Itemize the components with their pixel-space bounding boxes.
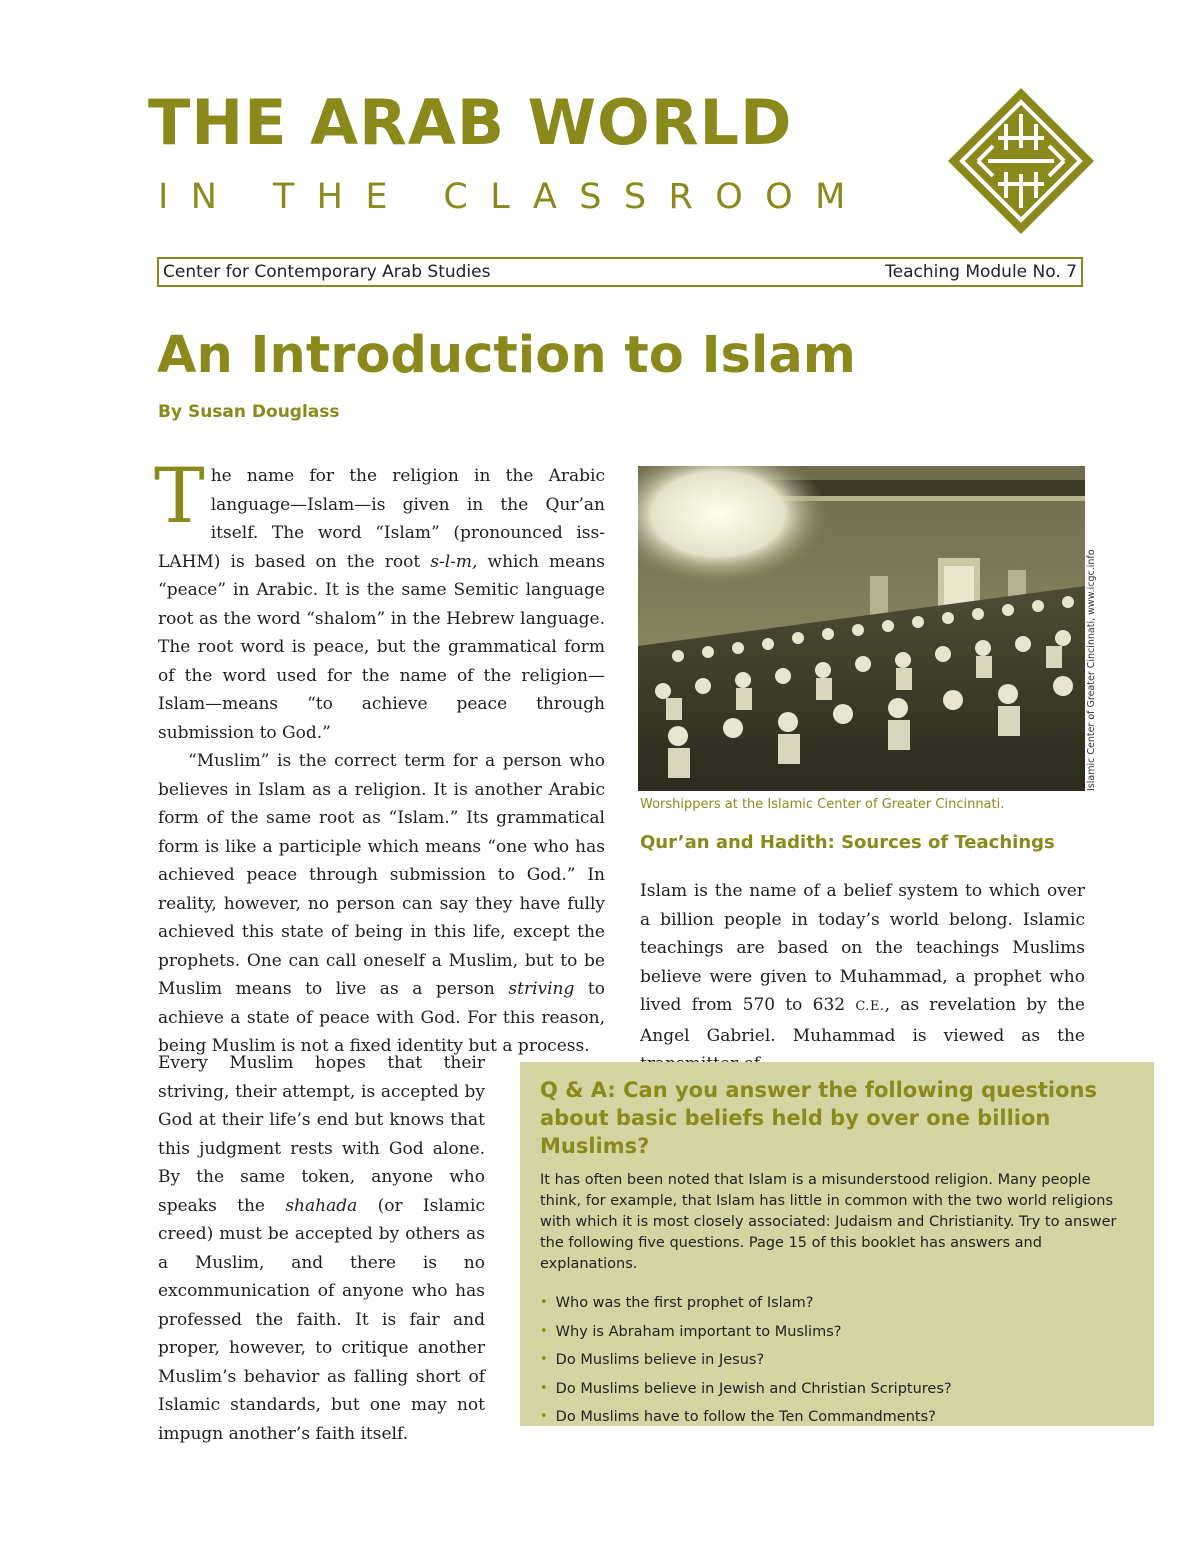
article-title: An Introduction to Islam <box>157 326 856 385</box>
section-heading: Qur’an and Hadith: Sources of Teachings <box>640 832 1055 853</box>
list-item <box>540 1403 1136 1432</box>
era-abbreviation: C.E. <box>855 999 885 1014</box>
list-item <box>540 1346 1136 1375</box>
photo-credit: Islamic Center of Greater Cincinnati, www.icgc.info <box>1086 549 1097 791</box>
question-text: Do Muslims believe in Jesus? <box>555 1352 765 1368</box>
list-item <box>540 1318 1136 1347</box>
module-number-label: Teaching Module No. 7 <box>885 262 1077 282</box>
qa-title: Q & A: Can you answer the following questions about basic beliefs held by over one billion Muslims? <box>540 1078 1097 1158</box>
drop-cap: T <box>154 451 205 540</box>
bullet-icon: • <box>540 1352 548 1367</box>
photo-caption: Worshippers at the Islamic Center of Greater Cincinnati. <box>640 797 1005 812</box>
question-text: Do Muslims believe in Jewish and Christian Scriptures? <box>555 1380 952 1397</box>
bullet-icon: • <box>540 1323 548 1339</box>
list-item <box>540 1289 1136 1318</box>
qa-sidebar-box <box>520 1062 1154 1426</box>
bullet-icon: • <box>540 1295 548 1310</box>
qa-question-list <box>540 1289 1136 1432</box>
section-text-end: , as revelation by the Angel Gabriel. Muhammad is viewed as the <box>640 995 1085 1046</box>
paragraph-1-text: he name for the religion in the Arabic language—Islam—is given in the Qur’an itself. The word “Islam” (pronounced iss-LAHM) is based on the root <box>158 466 605 572</box>
question-text: Who was the first prophet of Islam? <box>555 1295 814 1311</box>
masthead-subtitle: IN THE CLASSROOM <box>158 177 868 217</box>
section-text: Islam is the name of a belief system to which over a billion people in today’s world belong. Islamic teachings are based on the teachings Muslims believe were given to Muhammad, a prophet who lived from 570 to 632 <box>640 881 1085 1015</box>
masthead-title: THE ARAB WORLD <box>148 86 793 159</box>
qa-intro: It has often been noted that Islam is a misunderstood religion. Many people think, for example, that Islam has little in common with the two world religions with which it is most closely associated: Judaism and Christianity. Try to answer the following five questions. Page 15 of this booklet has answers and explanations. <box>540 1172 1117 1272</box>
paragraph-3-text: Every Muslim hopes that their striving, their attempt, is accepted by God at their life’s end but knows that this judgment rests with God alone. By the same token, anyone who speaks the <box>158 1053 485 1216</box>
publisher-label: Center for Contemporary Arab Studies <box>163 262 491 282</box>
info-bar <box>157 257 1083 287</box>
paragraph-3 <box>158 1049 485 1448</box>
paragraph-2 <box>158 747 605 1061</box>
paragraph-2-text: “Muslim” is the correct term for a person who believes in Islam as a religion. It is another Arabic form of the same root as “Islam.” Its grammatical form is like a participle which means “one who has achieved peace through submission to God.” In reality, however, no person can say they have fully achieved this state of being in this life, except the prophets. One can call oneself a Muslim, but to be Muslim means to live as a person <box>158 751 605 999</box>
paragraph-1 <box>154 451 606 747</box>
paragraph-3-end: (or Islamic creed) must be accepted by others as a Muslim, and there is no excommunication of anyone who has professed the faith. It is fair and proper, however, to critique another Muslim’s behavior as falling short of Islamic standards, but one may not impugn another’s faith itself. <box>158 1195 485 1444</box>
root-term: s-l-m, <box>430 551 478 572</box>
paragraph-2-end: to achieve a state of peace with God. For this reason, being Muslim is not a fixed identity but a process. <box>158 979 605 1056</box>
bullet-icon: • <box>540 1380 548 1396</box>
shahada-term: shahada <box>285 1195 358 1216</box>
byline: By Susan Douglass <box>158 402 340 422</box>
worshippers-photo <box>638 466 1085 791</box>
left-column-text <box>154 451 606 1061</box>
paragraph-1-end: which means “peace” in Arabic. It is the same Semitic language root as the word “shalom” in the Hebrew language. The root word is peace, but the grammatical form of the word used for the name of the religion—Islam—means “to achieve peace through submission to God.” <box>158 551 606 743</box>
bullet-icon: • <box>540 1409 548 1424</box>
left-column-continued <box>158 1032 485 1465</box>
right-column-text <box>640 860 1085 1096</box>
question-text: Do Muslims have to follow the Ten Commandments? <box>555 1409 936 1425</box>
section-paragraph <box>640 877 1085 1079</box>
calligraphy-logo-icon <box>948 88 1094 234</box>
list-item <box>540 1375 1136 1404</box>
question-text: Why is Abraham important to Muslims? <box>555 1323 842 1340</box>
striving-term: striving <box>508 979 575 999</box>
